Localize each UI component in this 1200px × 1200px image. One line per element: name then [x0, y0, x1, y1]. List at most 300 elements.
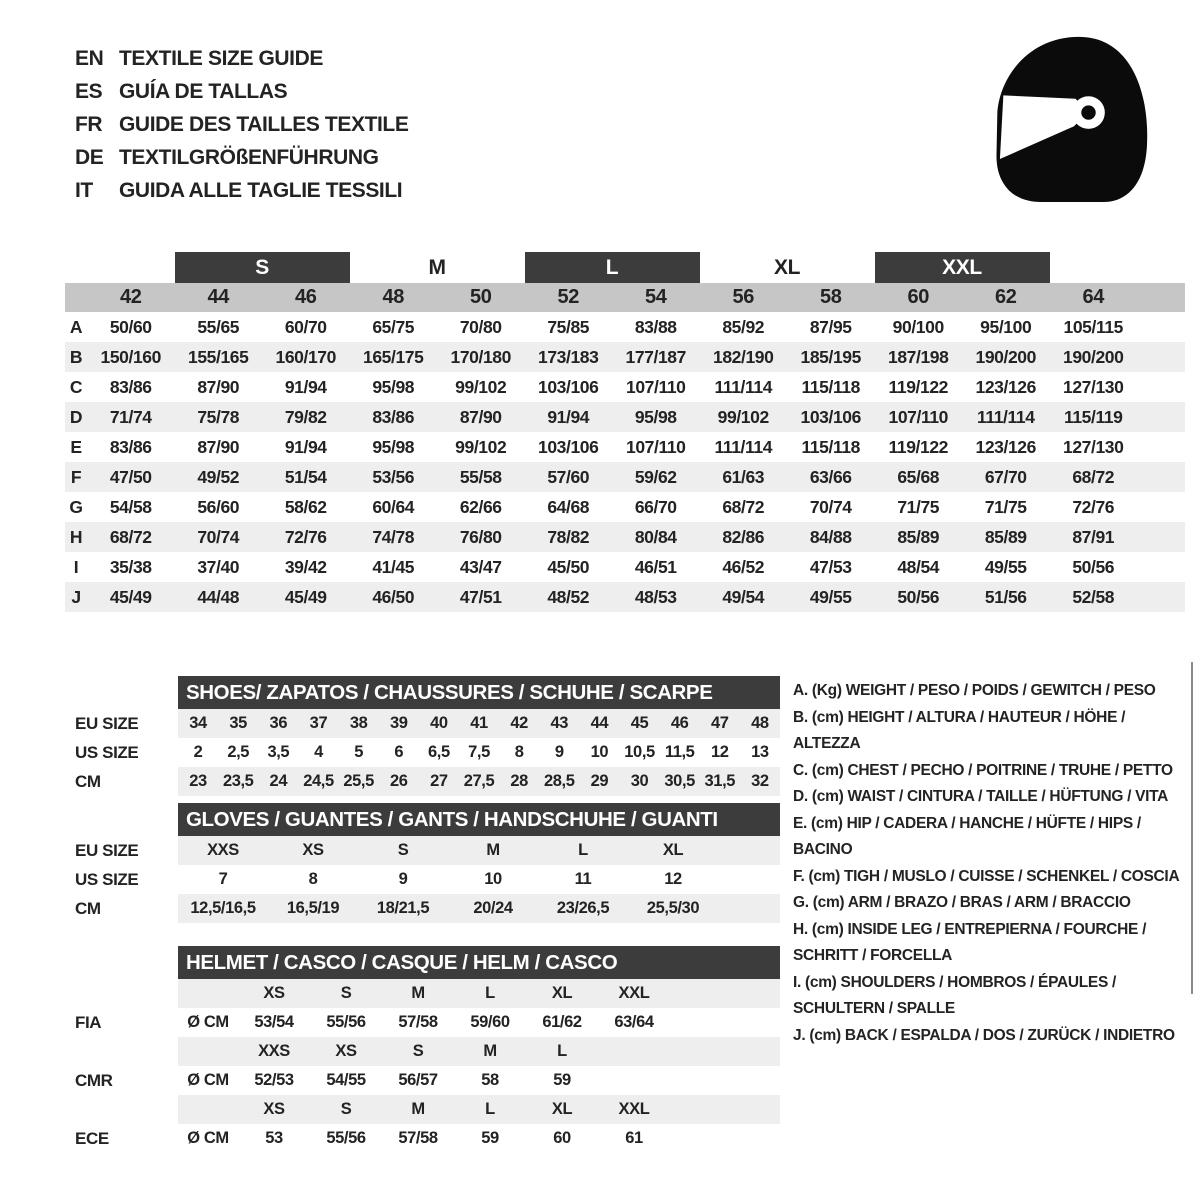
size-value: 4 [314, 743, 323, 761]
size-value: 63/64 [614, 1013, 654, 1031]
row-letter: E [70, 436, 82, 457]
row-letter: C [69, 376, 83, 397]
size-value: 26 [389, 772, 408, 790]
size-value: 38 [349, 714, 368, 732]
helmet-size: XXL [618, 1100, 650, 1118]
size-value: 12 [664, 870, 682, 888]
size-value: 74/78 [372, 526, 415, 547]
shoes-section-header: SHOES/ ZAPATOS / CHAUSSURES / SCHUHE / SCARPE [178, 676, 780, 709]
size-value: 190/200 [975, 346, 1036, 367]
size-value: 87/90 [459, 406, 502, 427]
size-value: 99/102 [455, 376, 507, 397]
size-value: 10,5 [624, 743, 655, 761]
size-value: 12,5/16,5 [190, 899, 256, 917]
helmet-size: M [411, 984, 425, 1002]
size-value: 10 [484, 870, 502, 888]
size-value: 61/62 [542, 1013, 582, 1031]
size-value: 111/114 [714, 436, 773, 457]
size-value: 87/91 [1072, 526, 1115, 547]
size-value: 83/86 [109, 436, 152, 457]
size-value: 83/86 [372, 406, 415, 427]
measure-row-c [65, 372, 1185, 402]
size-group-xl: XL [773, 255, 801, 279]
standard-label: CMR [75, 1070, 113, 1090]
size-value: S [397, 841, 409, 859]
size-value: 44/48 [197, 586, 240, 607]
helmet-sizes-row-ece [65, 1095, 1185, 1124]
band-corner [65, 283, 87, 312]
size-value: 55/65 [197, 316, 240, 337]
column-header: 58 [820, 286, 842, 308]
size-value: 70/74 [197, 526, 240, 547]
size-value: 72/76 [1072, 496, 1115, 517]
racing-helmet-icon [978, 30, 1156, 202]
size-value: 60/70 [284, 316, 327, 337]
size-value: 75/85 [547, 316, 590, 337]
size-group-l: L [525, 252, 700, 283]
size-value: 91/94 [547, 406, 590, 427]
size-value: 30,5 [664, 772, 695, 790]
size-value: 91/94 [284, 436, 327, 457]
size-value: 46/50 [372, 586, 415, 607]
size-value: 7,5 [468, 743, 490, 761]
size-value: 87/90 [197, 376, 240, 397]
spacer-cell [178, 1095, 238, 1124]
helmet-size: L [557, 1042, 567, 1060]
size-value: 85/92 [722, 316, 765, 337]
measure-row-h [65, 522, 1185, 552]
main-rows [65, 312, 1185, 612]
language-code: ES [75, 79, 103, 103]
size-value: 57/60 [547, 466, 590, 487]
size-value: 41/45 [372, 556, 415, 577]
language-code: EN [75, 46, 104, 70]
size-value: 54/58 [109, 496, 152, 517]
row-label: US SIZE [75, 869, 139, 889]
size-value: 47/51 [459, 586, 502, 607]
column-header: 52 [557, 286, 579, 308]
size-value: 28 [510, 772, 528, 790]
size-value: 127/130 [1063, 436, 1124, 457]
measure-row-e [65, 432, 1185, 462]
row-values [178, 709, 780, 738]
column-header: 54 [645, 286, 667, 308]
measure-row-d [65, 402, 1185, 432]
size-value: 60 [553, 1129, 571, 1147]
size-value: 7 [218, 870, 228, 888]
size-value: 51/54 [284, 466, 327, 487]
column-header: 46 [295, 286, 317, 308]
size-value: 20/24 [473, 899, 513, 917]
size-value: 59 [553, 1071, 571, 1089]
size-value: 65/75 [372, 316, 415, 337]
size-value: 31,5 [704, 772, 736, 790]
measure-row-b [65, 342, 1185, 372]
helmet-size: XL [551, 984, 573, 1002]
row-letter: D [69, 406, 83, 427]
size-value: 95/98 [372, 436, 415, 457]
row-letter: G [69, 496, 83, 517]
legend-item: J. (cm) BACK / ESPALDA / DOS / ZURÜCK / INDIETRO [793, 1026, 1175, 1044]
size-value: 56/57 [398, 1071, 438, 1089]
legend-item: H. (cm) INSIDE LEG / ENTREPIERNA / FOURCHE / SCHRITT / FORCELLA [793, 920, 1147, 964]
helmet-values [178, 1066, 780, 1095]
size-value: 119/122 [888, 436, 948, 457]
size-value: 187/198 [888, 346, 949, 367]
size-value: 82/86 [722, 526, 765, 547]
size-value: 68/72 [722, 496, 765, 517]
spacer-cell [598, 1066, 670, 1095]
guide-title: GUIDA ALLE TAGLIE TESSILI [119, 178, 403, 202]
size-value: 12 [711, 743, 729, 761]
row-label-empty [65, 1095, 178, 1124]
size-value: 43 [550, 714, 569, 732]
size-value: 45/49 [109, 586, 152, 607]
size-value: 79/82 [284, 406, 327, 427]
size-value: 57/58 [398, 1129, 438, 1147]
row-label: CM [75, 898, 101, 918]
size-value: 53/56 [372, 466, 415, 487]
size-value: 37/40 [197, 556, 240, 577]
size-value: 24 [269, 772, 288, 790]
size-value: 35 [229, 714, 247, 732]
size-value: 37 [309, 714, 328, 732]
size-value: 60/64 [372, 496, 415, 517]
helmet-values [178, 1008, 780, 1037]
size-group-m: M [428, 255, 446, 279]
size-value: 9 [554, 743, 564, 761]
size-value: 107/110 [626, 436, 686, 457]
size-value: 16,5/19 [286, 899, 340, 917]
size-value: 67/70 [984, 466, 1027, 487]
row-letter: A [69, 316, 83, 337]
size-value: 182/190 [713, 346, 774, 367]
column-header: 62 [995, 286, 1017, 308]
size-value: 47 [711, 714, 729, 732]
size-value: 61 [625, 1129, 643, 1147]
size-value: 10 [590, 743, 609, 761]
measure-row-a [65, 312, 1185, 342]
size-value: 71/75 [897, 496, 940, 517]
size-value: 123/126 [975, 376, 1036, 397]
page-edge-artifact [1191, 662, 1193, 994]
size-groups-row [65, 252, 1185, 283]
helmet-size: XXL [618, 984, 650, 1002]
column-header: 48 [382, 286, 404, 308]
size-value: 48/52 [547, 586, 590, 607]
columns-band [65, 283, 1185, 312]
row-label-empty [65, 979, 178, 1008]
size-value: 115/118 [801, 436, 861, 457]
legend-item: B. (cm) HEIGHT / ALTURA / HAUTEUR / HÖHE / ALTEZZA [793, 708, 1126, 752]
size-value: 46/51 [634, 556, 677, 577]
size-value: 9 [398, 870, 408, 888]
column-header: 64 [1082, 286, 1104, 308]
size-value: 71/75 [984, 496, 1027, 517]
size-value: 58/62 [284, 496, 327, 517]
size-value: 53/54 [254, 1013, 294, 1031]
size-value: 115/119 [1063, 406, 1123, 427]
helmet-values-row-ece [65, 1124, 1185, 1153]
size-value: 111/114 [976, 406, 1035, 427]
size-value: 6,5 [427, 743, 450, 761]
size-value: 49/55 [809, 586, 852, 607]
column-header: 44 [207, 286, 229, 308]
size-value: 185/195 [800, 346, 861, 367]
row-values [178, 767, 780, 796]
size-value: 65/68 [897, 466, 940, 487]
diameter-unit-label: Ø CM [187, 1013, 229, 1031]
size-value: 150/160 [100, 346, 161, 367]
size-value: 177/187 [625, 346, 686, 367]
size-value: 50/60 [109, 316, 152, 337]
size-value: 50/56 [1072, 556, 1115, 577]
size-value: 40 [430, 714, 448, 732]
size-value: 103/106 [800, 406, 861, 427]
language-title-list [75, 42, 408, 207]
size-value: 61/63 [722, 466, 765, 487]
size-value: 47/53 [809, 556, 852, 577]
row-values [178, 894, 780, 923]
size-value: 99/102 [717, 406, 769, 427]
size-value: 48 [751, 714, 769, 732]
gloves-section-header: GLOVES / GUANTES / GANTS / HANDSCHUHE / GUANTI [178, 803, 780, 836]
helmet-values-row-cmr [65, 1066, 1185, 1095]
helmet-size: L [485, 984, 495, 1002]
language-row-en [75, 42, 408, 75]
size-value: 25,5 [343, 772, 374, 790]
column-header: 42 [120, 286, 142, 308]
standard-label: FIA [75, 1012, 102, 1032]
size-value: 52/58 [1072, 586, 1115, 607]
size-value: 23/26,5 [556, 899, 610, 917]
size-value: 90/100 [892, 316, 944, 337]
row-label: CM [75, 771, 101, 791]
size-value: 80/84 [634, 526, 677, 547]
size-value: 23,5 [222, 772, 254, 790]
spacer-cell [178, 979, 238, 1008]
diameter-unit-label: Ø CM [187, 1129, 229, 1147]
row-letter: H [69, 526, 83, 547]
row-letter: I [73, 556, 79, 577]
size-value: 76/80 [459, 526, 502, 547]
size-value: 103/106 [538, 436, 599, 457]
size-value: 45/50 [547, 556, 590, 577]
size-value: 68/72 [109, 526, 152, 547]
size-value: 45/49 [284, 586, 327, 607]
size-value: 59 [481, 1129, 499, 1147]
size-value: 54/55 [326, 1071, 366, 1089]
column-header: 60 [907, 286, 929, 308]
size-value: 63/66 [809, 466, 852, 487]
row-label-empty [65, 1037, 178, 1066]
size-value: 23 [189, 772, 207, 790]
size-value: 59/62 [634, 466, 677, 487]
size-value: 11 [574, 870, 592, 888]
language-row-it [75, 174, 408, 207]
legend-item: D. (cm) WAIST / CINTURA / TAILLE / HÜFTUNG / VITA [793, 788, 1169, 805]
size-value: 27 [430, 772, 448, 790]
helmet-section-header: HELMET / CASCO / CASQUE / HELM / CASCO [178, 946, 780, 979]
size-value: 49/52 [197, 466, 240, 487]
helmet-sizes [178, 979, 780, 1008]
row-label: EU SIZE [75, 713, 139, 733]
size-value: 78/82 [547, 526, 590, 547]
size-value: 44 [590, 714, 609, 732]
size-value: 39 [389, 714, 408, 732]
size-value: 155/165 [188, 346, 249, 367]
legend-item: A. (Kg) WEIGHT / PESO / POIDS / GEWITCH / PESO [793, 682, 1156, 699]
helmet-size: S [412, 1042, 424, 1060]
row-letter: J [71, 586, 81, 607]
language-code: DE [75, 145, 104, 169]
row-values [178, 738, 780, 767]
size-value: 62/66 [459, 496, 502, 517]
size-value: 84/88 [809, 526, 852, 547]
size-value: 55/58 [459, 466, 502, 487]
size-value: 46/52 [722, 556, 765, 577]
helmet-size: M [411, 1100, 425, 1118]
size-value: 50/56 [897, 586, 940, 607]
guide-title: TEXTILE SIZE GUIDE [119, 46, 323, 70]
size-value: 70/80 [459, 316, 502, 337]
size-value: 85/89 [984, 526, 1027, 547]
size-value: 36 [269, 714, 288, 732]
size-value: 27,5 [463, 772, 495, 790]
size-value: 111/114 [714, 376, 773, 397]
size-value: 64/68 [547, 496, 590, 517]
size-value: 52/53 [254, 1071, 294, 1089]
size-value: 18/21,5 [376, 899, 430, 917]
size-value: XXS [207, 841, 239, 859]
size-value: 6 [394, 743, 404, 761]
measure-row-i [65, 552, 1185, 582]
helmet-values [178, 1124, 780, 1153]
diameter-unit-label: Ø CM [187, 1071, 229, 1089]
size-value: 34 [189, 714, 207, 732]
size-value: 2 [193, 743, 203, 761]
size-value: 107/110 [626, 376, 686, 397]
helmet-size: XS [263, 984, 285, 1002]
size-value: 99/102 [455, 436, 507, 457]
size-value: 42 [510, 714, 528, 732]
size-value: 115/118 [801, 376, 861, 397]
language-code: IT [75, 178, 93, 202]
language-row-de [75, 141, 408, 174]
size-value: 57/58 [398, 1013, 438, 1031]
size-value: 87/95 [809, 316, 852, 337]
spacer-cell [598, 1037, 670, 1066]
size-value: XL [662, 841, 684, 859]
size-value: 190/200 [1063, 346, 1124, 367]
helmet-sizes [178, 1095, 780, 1124]
size-value: 25,5/30 [646, 899, 700, 917]
size-value: 55/56 [326, 1013, 366, 1031]
size-value: 53 [265, 1129, 283, 1147]
size-value: 51/56 [984, 586, 1027, 607]
column-header: 56 [732, 286, 754, 308]
legend-item: C. (cm) CHEST / PECHO / POITRINE / TRUHE / PETTO [793, 761, 1173, 779]
size-value: 46 [670, 714, 689, 732]
legend-item: G. (cm) ARM / BRAZO / BRAS / ARM / BRACCIO [793, 894, 1131, 911]
size-value: 11,5 [664, 743, 695, 761]
size-value: 13 [751, 743, 769, 761]
row-letter: F [70, 466, 82, 487]
size-value: 47/50 [109, 466, 152, 487]
size-group-s: S [175, 252, 350, 283]
language-code: FR [75, 112, 103, 136]
size-value: 70/74 [809, 496, 852, 517]
size-value: 43/47 [459, 556, 502, 577]
size-value: 48/54 [897, 556, 940, 577]
size-value: 165/175 [363, 346, 424, 367]
size-value: L [578, 841, 588, 859]
size-group-xxl: XXL [875, 252, 1050, 283]
size-value: 95/98 [634, 406, 677, 427]
helmet-size: XL [551, 1100, 573, 1118]
size-value: 75/78 [197, 406, 240, 427]
size-value: XS [302, 841, 324, 859]
row-values [178, 836, 780, 865]
language-row-es [75, 75, 408, 108]
helmet-size: M [483, 1042, 497, 1060]
guide-title: TEXTILGRÖßENFÜHRUNG [119, 145, 379, 169]
size-value: 68/72 [1072, 466, 1115, 487]
column-header: 50 [470, 286, 492, 308]
row-letter: B [69, 346, 83, 367]
helmet-size: XS [335, 1042, 357, 1060]
size-value: 49/54 [722, 586, 765, 607]
size-value: 103/106 [538, 376, 599, 397]
size-value: 32 [751, 772, 769, 790]
size-value: 72/76 [284, 526, 327, 547]
size-value: 71/74 [109, 406, 152, 427]
size-value: 95/100 [980, 316, 1032, 337]
row-label: EU SIZE [75, 840, 139, 860]
size-value: 39/42 [284, 556, 327, 577]
standard-label: ECE [75, 1128, 109, 1148]
size-value: 29 [590, 772, 609, 790]
size-value: 105/115 [1063, 316, 1123, 337]
size-value: 35/38 [109, 556, 152, 577]
helmet-sizes [178, 1037, 780, 1066]
size-value: 85/89 [897, 526, 940, 547]
size-value: 119/122 [888, 376, 948, 397]
spacer-cell [178, 1037, 238, 1066]
size-value: 45 [630, 714, 649, 732]
row-label: US SIZE [75, 742, 139, 762]
size-value: 83/88 [634, 316, 677, 337]
size-value: 170/180 [450, 346, 511, 367]
guide-title: GUÍA DE TALLAS [119, 79, 288, 103]
helmet-size: XS [263, 1100, 285, 1118]
size-value: 66/70 [634, 496, 677, 517]
size-value: 5 [354, 743, 363, 761]
size-value: 160/170 [275, 346, 336, 367]
helmet-size: L [485, 1100, 495, 1118]
size-value: 8 [514, 743, 524, 761]
language-row-fr [75, 108, 408, 141]
size-value: 24,5 [303, 772, 334, 790]
textile-size-table [65, 252, 1185, 612]
size-value: 107/110 [888, 406, 948, 427]
size-value: 49/55 [984, 556, 1027, 577]
size-value: 95/98 [372, 376, 415, 397]
legend-item: E. (cm) HIP / CADERA / HANCHE / HÜFTE / HIPS / BACINO [793, 814, 1141, 858]
legend-item: I. (cm) SHOULDERS / HOMBROS / ÉPAULES / SCHULTERN / SPALLE [793, 973, 1117, 1017]
size-value: 48/53 [634, 586, 677, 607]
size-value: 91/94 [284, 376, 327, 397]
